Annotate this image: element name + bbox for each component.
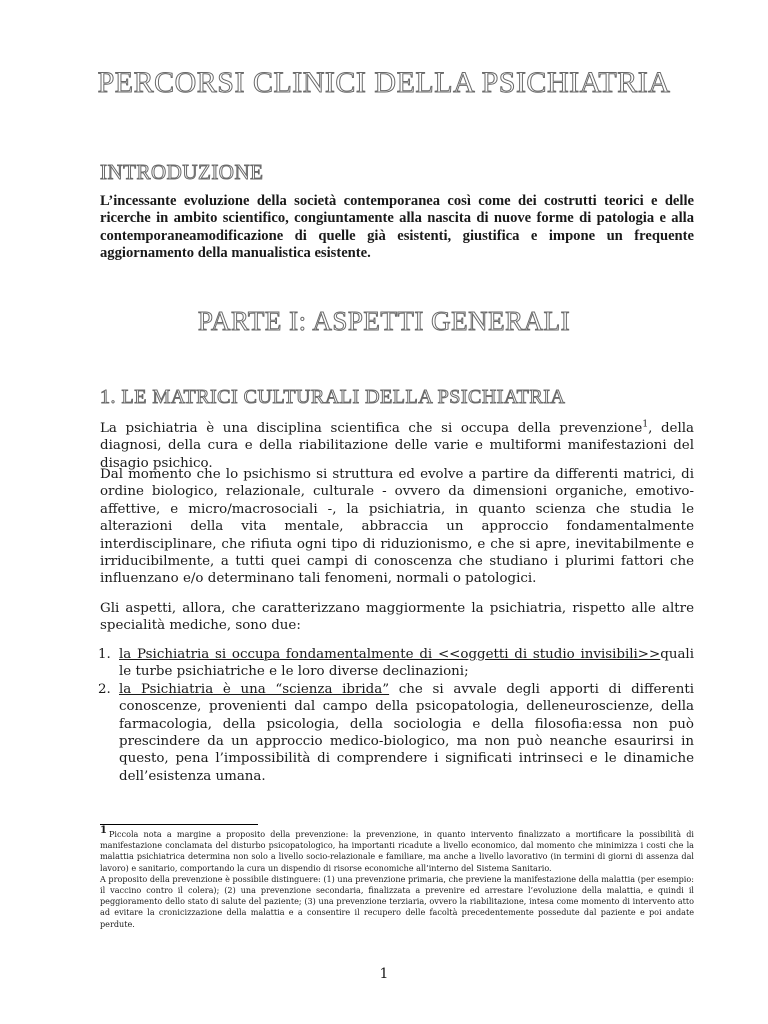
list-item	[100, 681, 694, 785]
list-item-number: 2.	[98, 681, 111, 697]
intro-heading: INTRODUZIONE	[100, 160, 264, 184]
list-item-underlined: la Psichiatria si occupa fondamentalmente di <<oggetti di studio invisibili>>	[119, 647, 661, 662]
list-item-number: 1.	[98, 647, 111, 662]
document-title: PERCORSI CLINICI DELLA PSICHIATRIA	[97, 66, 671, 99]
aspects-list	[100, 646, 694, 785]
paragraph-definition-start: La psichiatria è una disciplina scientifica che si occupa della prevenzione	[100, 421, 643, 436]
list-item-text: che si avvale degli apporti di differenti conoscenze, provenienti dal campo della psicopatologia, delleneuroscienze, della farmacologia, della psicologia, della sociologia e della filosofia:essa non può prescindere da un approccio medico-biologico, ma non può neanche esaurirsi in questo, pena l’impossibilità di comprendere i significati intrinseci e le dinamiche dell’esistenza umana.	[119, 681, 694, 784]
list-item	[100, 646, 694, 681]
footnote	[100, 825, 694, 930]
paragraph-definition-end: , della diagnosi, della cura e della riabilitazione delle varie e multiformi manifestazioni del disagio psichico.	[100, 421, 694, 471]
section-heading: 1. LE MATRICI CULTURALI DELLA PSICHIATRIA	[100, 386, 566, 408]
footnote-mark: 1	[100, 825, 107, 837]
footnote-divider	[100, 824, 258, 825]
list-item-text: quali le turbe psichiatriche e le loro diverse declinazioni;	[119, 647, 694, 680]
footnote-paragraph: A proposito della prevenzione è possibile distinguere: (1) una prevenzione primaria, che previene la manifestazione della malattia (per esempio: il vaccino contro il colera); (2) una prevenzione secondaria, finalizzata a prevenire ed arrestare l’evoluzione della malattia, e quindi il peggioramento dello stato di salute del paziente; (3) una prevenzione terziaria, ovvero la riabilitazione, intesa come momento di intervento atto ad evitare la cronicizzazione della malattia e a consentire il recupero delle facoltà precedentemente possedute dal paziente e poi andate perdute.	[100, 873, 694, 929]
paragraph-aspects: Gli aspetti, allora, che caratterizzano maggiormente la psichiatria, rispetto alle altre specialità mediche, sono due:	[100, 601, 694, 634]
footnote-reference[interactable]: 1	[642, 419, 649, 430]
part-heading: PARTE I: ASPETTI GENERALI	[197, 306, 571, 336]
page-number: 1	[379, 966, 389, 982]
list-item-underlined: la Psichiatria è una “scienza ibrida”	[119, 681, 390, 697]
intro-paragraph: L’incessante evoluzione della società contemporanea così come dei costrutti teorici e delle ricerche in ambito scientifico, congiuntamente alla nascita di nuove forme di patologia e alla contemporaneamodificazione di quelle già esistenti, giustifica e impone un frequente aggiornamento della manualistica esistente.	[100, 193, 694, 262]
footnote-text: Piccola nota a margine a proposito della prevenzione: la prevenzione, in quanto intervento finalizzato a mortificare la possibilità di manifestazione conclamata del disturbo psicopatologico, ha importanti ricadute a livello economico, dal momento che minimizza i costi che la malattia psichiatrica determina non solo a livello socio-relazionale e familiare, ma anche a livello lavorativo (in termini di giorni di assenza dal lavoro) e sanitario, comportando la cura un dispendio di risorse economiche all’interno del Sistema Sanitario.	[100, 829, 694, 873]
footnote-paragraph	[100, 825, 694, 874]
paragraph-definition	[100, 420, 694, 472]
paragraph-interdisciplinary: Dal momento che lo psichismo si struttura ed evolve a partire da differenti matrici, di ordine biologico, relazionale, culturale - ovvero da dimensioni organiche, emotivo-affettive, e micro/macrosociali -, la psichiatria, in quanto scienza che studia le alterazioni della vita mentale, abbraccia un approccio fondamentalmente interdisciplinare, che rifiuta ogni tipo di riduzionismo, e che si apre, inevitabilmente e irriducibilmente, a tutti quei campi di conoscenza che studiano i plurimi fattori che influenzano e/o determinano tali fenomeni, normali o patologici.	[100, 467, 694, 587]
